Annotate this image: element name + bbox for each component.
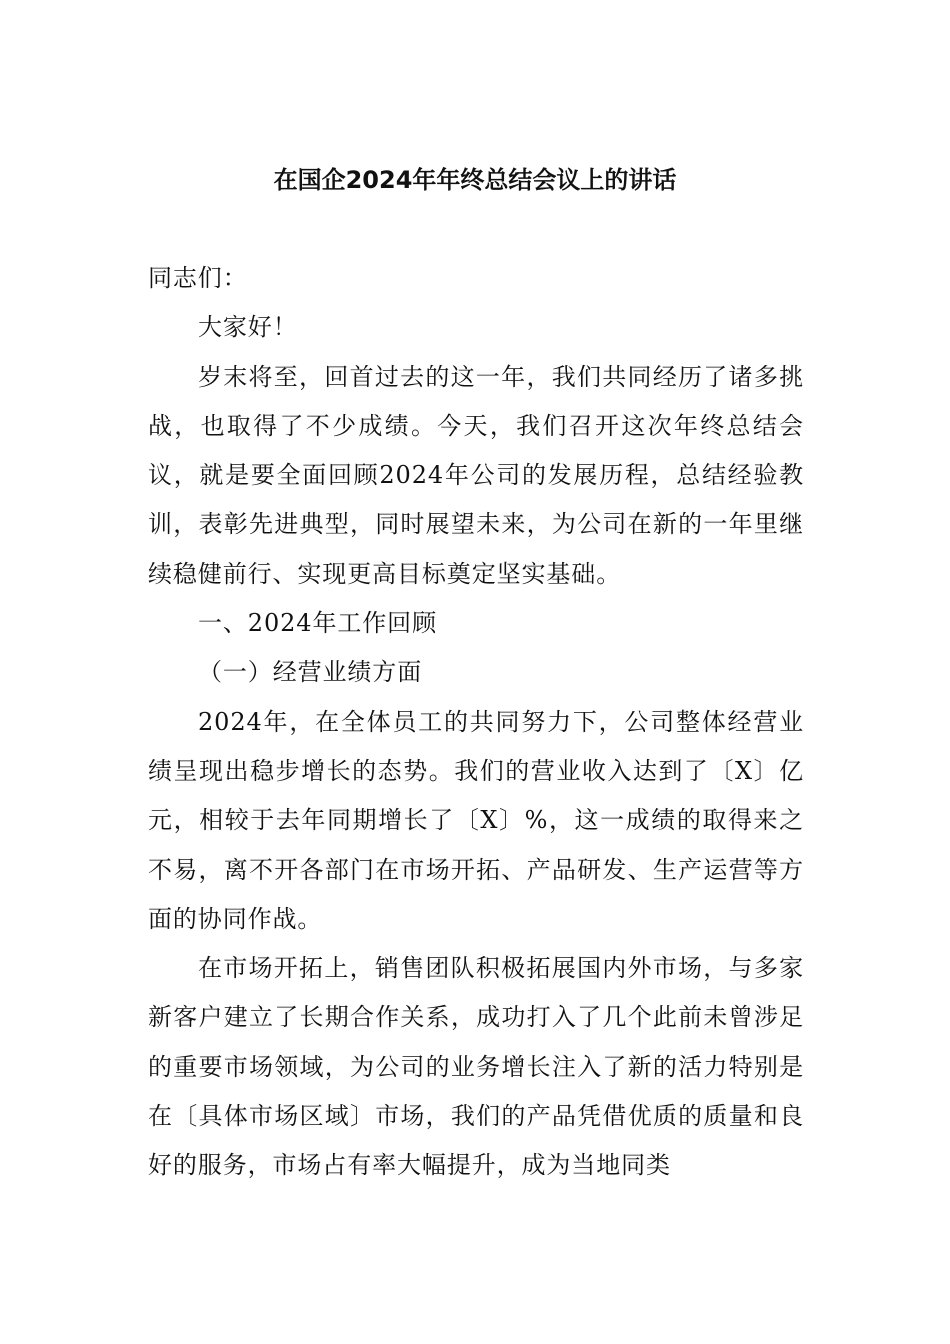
- paragraph-greeting: 大家好！: [198, 313, 298, 342]
- paragraph-performance: 2024年，在全体员工的共同努力下，公司整体经营业绩呈现出稳步增长的态势。我们的营业收入达到了〔X〕亿元，相较于去年同期增长了〔X〕%，这一成绩的取得来之不易，离不开各部门在市场开拓、产品研发、生产运营等方面的协同作战。: [148, 707, 804, 933]
- section-heading-1: 一、2024年工作回顾: [198, 609, 437, 638]
- document-title: 在国企2024年年终总结会议上的讲话: [273, 166, 677, 194]
- document-body: [148, 254, 804, 1191]
- paragraph-market: 在市场开拓上，销售团队积极拓展国内外市场，与多家新客户建立了长期合作关系，成功打入了几个此前未曾涉足的重要市场领域，为公司的业务增长注入了新的活力特别是在〔具体市场区域〕市场，我们的产品凭借优质的质量和良好的服务，市场占有率大幅提升，成为当地同类: [148, 954, 804, 1180]
- salutation: 同志们：: [148, 264, 248, 292]
- paragraph-intro: 岁末将至，回首过去的这一年，我们共同经历了诸多挑战，也取得了不少成绩。今天，我们召开这次年终总结会议，就是要全面回顾2024年公司的发展历程，总结经验教训，表彰先进典型，同时展望未来，为公司在新的一年里继续稳健前行、实现更高目标奠定坚实基础。: [148, 362, 804, 588]
- subsection-heading-1: （一）经营业绩方面: [198, 658, 423, 687]
